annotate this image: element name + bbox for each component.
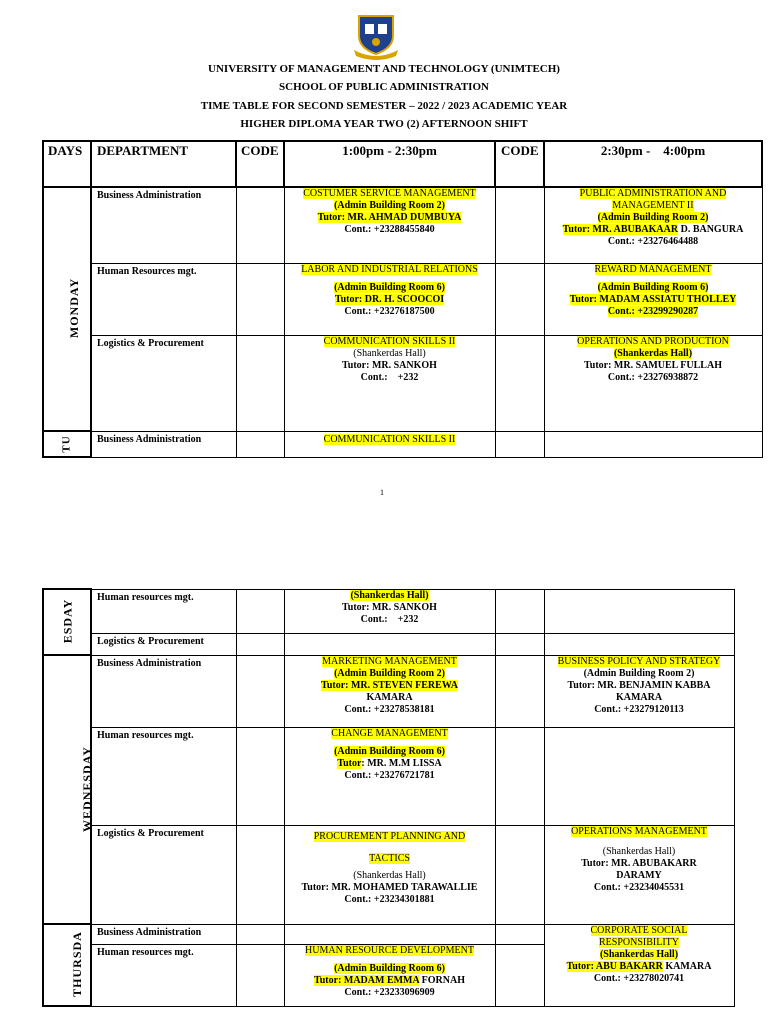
code-cell [236, 263, 284, 335]
course-title: LABOR AND INDUSTRIAL RELATIONS [301, 263, 478, 275]
tutor: Tutor: MR. AHMAD DUMBUYA [317, 212, 462, 223]
tutor: Tutor: MR. MOHAMED TARAWALLIE [301, 881, 478, 893]
room: (Admin Building Room 2) [583, 667, 695, 679]
room: (Shankerdas Hall) [613, 347, 693, 359]
table-row [43, 263, 762, 335]
timetable-title: TIME TABLE FOR SECOND SEMESTER – 2022 / 2023 ACADEMIC YEAR [200, 100, 568, 112]
code-cell [495, 431, 544, 457]
dept-business-admin: Business Administration [91, 431, 236, 457]
page-number: 1 [380, 488, 384, 497]
day-tuesday-part: TU [43, 431, 91, 457]
room: (Admin Building Room 2) [334, 667, 445, 679]
contact: Cont.: +23288455840 [344, 224, 435, 235]
timetable-page-1 [42, 140, 763, 458]
contact: Cont.: +23278538181 [344, 703, 435, 715]
contact: Cont.: +23299290287 [607, 305, 699, 317]
course-title: REWARD MANAGEMENT [594, 263, 712, 275]
table-row [43, 825, 734, 924]
tutor: Tutor: MR. BENJAMIN KABBA KAMARA [567, 679, 711, 703]
contact: Cont.: +23276721781 [344, 769, 435, 781]
room: (Shankerdas Hall) [353, 869, 426, 881]
tutor: Tutor: MADAM EMMA [313, 974, 420, 986]
course-cell [544, 727, 734, 825]
dept-business-admin: Business Administration [91, 924, 236, 944]
table-row [43, 589, 734, 633]
code-cell [495, 187, 544, 263]
table-row [43, 431, 762, 457]
contact: Cont.: +23276464488 [607, 236, 699, 247]
header-row [43, 141, 762, 187]
room: (Admin Building Room 2) [597, 212, 709, 223]
course-cell [544, 431, 762, 457]
tutor-rest: FORNAH [419, 974, 465, 986]
tutor-rest: : MR. M.M LISSA [361, 757, 442, 769]
tutor: Tutor: MR. SAMUEL FULLAH [584, 359, 722, 371]
tutor-rest: D. BANGURA [678, 224, 744, 235]
course-cell [284, 263, 495, 335]
table-row [43, 655, 734, 727]
room: (Shankerdas Hall) [350, 589, 429, 601]
course-cell [284, 727, 495, 825]
tutor-rest: KAMARA [662, 960, 712, 972]
contact: Cont.: +23279120113 [594, 703, 684, 715]
code-cell [236, 633, 284, 655]
course-cell [284, 431, 495, 457]
code-cell [495, 633, 544, 655]
course-title: CHANGE MANAGEMENT [331, 727, 448, 739]
course-cell [284, 589, 495, 633]
course-title: COSTUMER SERVICE MANAGEMENT [303, 188, 476, 199]
room: (Admin Building Room 6) [334, 745, 445, 757]
tutor: Tutor: MR. ABUBAKAAR [562, 224, 679, 235]
dept-business-admin: Business Administration [91, 187, 236, 263]
table-row [43, 727, 734, 825]
school-name: SCHOOL OF PUBLIC ADMINISTRATION [279, 81, 489, 93]
code-cell [495, 263, 544, 335]
code-cell [236, 924, 284, 944]
tutor-rest: KAMARA [366, 691, 413, 703]
code-cell [236, 944, 284, 1006]
col-slot-1: 1:00pm - 2:30pm [284, 141, 495, 187]
room: (Admin Building Room 6) [334, 281, 445, 293]
room: (Admin Building Room 2) [334, 200, 445, 211]
course-cell [544, 655, 734, 727]
tutor: Tutor [337, 757, 362, 769]
col-department: DEPARTMENT [91, 141, 236, 187]
program-title: HIGHER DIPLOMA YEAR TWO (2) AFTERNOON SHIFT [240, 118, 528, 130]
dept-human-resources: Human resources mgt. [91, 727, 236, 825]
col-slot-2: 2:30pm - 4:00pm [544, 141, 762, 187]
code-cell [495, 727, 544, 825]
course-cell [284, 335, 495, 431]
code-cell [236, 187, 284, 263]
university-name: UNIVERSITY OF MANAGEMENT AND TECHNOLOGY (UNIMTECH) [208, 63, 560, 75]
table-row [43, 633, 734, 655]
code-cell [495, 944, 544, 1006]
table-row [43, 187, 762, 263]
dept-logistics: Logistics & Procurement [91, 633, 236, 655]
course-cell [284, 944, 495, 1006]
col-code-1: CODE [236, 141, 284, 187]
contact: Cont.: +232 [360, 371, 419, 383]
course-title: OPERATIONS AND PRODUCTION [577, 335, 729, 347]
dept-logistics: Logistics & Procurement [91, 825, 236, 924]
day-thursday: THURSDA [43, 924, 91, 1006]
contact: Cont.: +23233096909 [344, 986, 435, 998]
day-tuesday: ESDAY [43, 589, 91, 655]
code-cell [495, 335, 544, 431]
code-cell [236, 655, 284, 727]
course-cell [544, 633, 734, 655]
dept-human-resources: Human resources mgt. [91, 944, 236, 1006]
code-cell [495, 924, 544, 944]
room: (Admin Building Room 6) [334, 962, 445, 974]
course-cell [544, 335, 762, 431]
course-title: MARKETING MANAGEMENT [322, 655, 457, 667]
course-cell [284, 825, 495, 924]
tutor: Tutor: MADAM ASSIATU THOLLEY [569, 293, 737, 305]
course-cell [544, 187, 762, 263]
dept-logistics: Logistics & Procurement [91, 335, 236, 431]
code-cell [236, 727, 284, 825]
contact: Cont.: +23234301881 [344, 893, 435, 905]
room: (Shankerdas Hall) [599, 948, 679, 960]
tutor: Tutor: ABU BAKARR [566, 960, 663, 972]
course-cell [544, 924, 734, 1006]
course-title: PROCUREMENT PLANNING AND TACTICS [313, 830, 466, 864]
code-cell [236, 589, 284, 633]
room: (Shankerdas Hall) [353, 347, 426, 359]
course-cell [544, 825, 734, 924]
contact: Cont.: +23234045531 [593, 881, 685, 893]
tutor: Tutor: DR. H. SCOOCOI [334, 293, 445, 305]
contact: Cont.: +232 [360, 613, 419, 625]
course-title: PUBLIC ADMINISTRATION AND MANAGEMENT II [579, 188, 727, 211]
day-monday: MONDAY [43, 187, 91, 431]
col-days: DAYS [43, 141, 91, 187]
university-logo [351, 10, 401, 60]
course-title: HUMAN RESOURCE DEVELOPMENT [305, 944, 474, 956]
course-cell [284, 924, 495, 944]
contact: Cont.: +23276187500 [344, 305, 435, 317]
room: (Shankerdas Hall) [602, 845, 676, 857]
course-title: OPERATIONS MANAGEMENT [571, 825, 707, 837]
course-cell [544, 589, 734, 633]
timetable-page-2 [42, 588, 735, 1007]
table-row [43, 924, 734, 944]
course-title: COMMUNICATION SKILLS II [323, 433, 456, 445]
dept-business-admin: Business Administration [91, 655, 236, 727]
room: (Admin Building Room 6) [597, 281, 709, 293]
dept-human-resources: Human resources mgt. [91, 589, 236, 633]
code-cell [236, 825, 284, 924]
course-title: CORPORATE SOCIAL RESPONSIBILITY [590, 924, 688, 948]
tutor: Tutor: MR. SANKOH [342, 601, 437, 613]
course-title: BUSINESS POLICY AND STRATEGY [557, 655, 721, 667]
code-cell [495, 655, 544, 727]
contact: Cont.: +23276938872 [607, 371, 699, 383]
col-code-2: CODE [495, 141, 544, 187]
code-cell [495, 825, 544, 924]
course-cell [544, 263, 762, 335]
tutor: Tutor: MR. STEVEN FEREWA [321, 679, 458, 691]
code-cell [236, 431, 284, 457]
code-cell [495, 589, 544, 633]
course-title: COMMUNICATION SKILLS II [323, 335, 456, 347]
contact: Cont.: +23278020741 [593, 972, 685, 984]
day-wednesday: WEDNESDAY [43, 655, 91, 924]
course-cell [284, 655, 495, 727]
dept-human-resources: Human Resources mgt. [91, 263, 236, 335]
code-cell [236, 335, 284, 431]
course-cell [284, 187, 495, 263]
tutor: Tutor: MR. SANKOH [342, 359, 437, 371]
table-row [43, 335, 762, 431]
tutor: Tutor: MR. ABUBAKARR DARAMY [581, 857, 697, 881]
course-cell [284, 633, 495, 655]
